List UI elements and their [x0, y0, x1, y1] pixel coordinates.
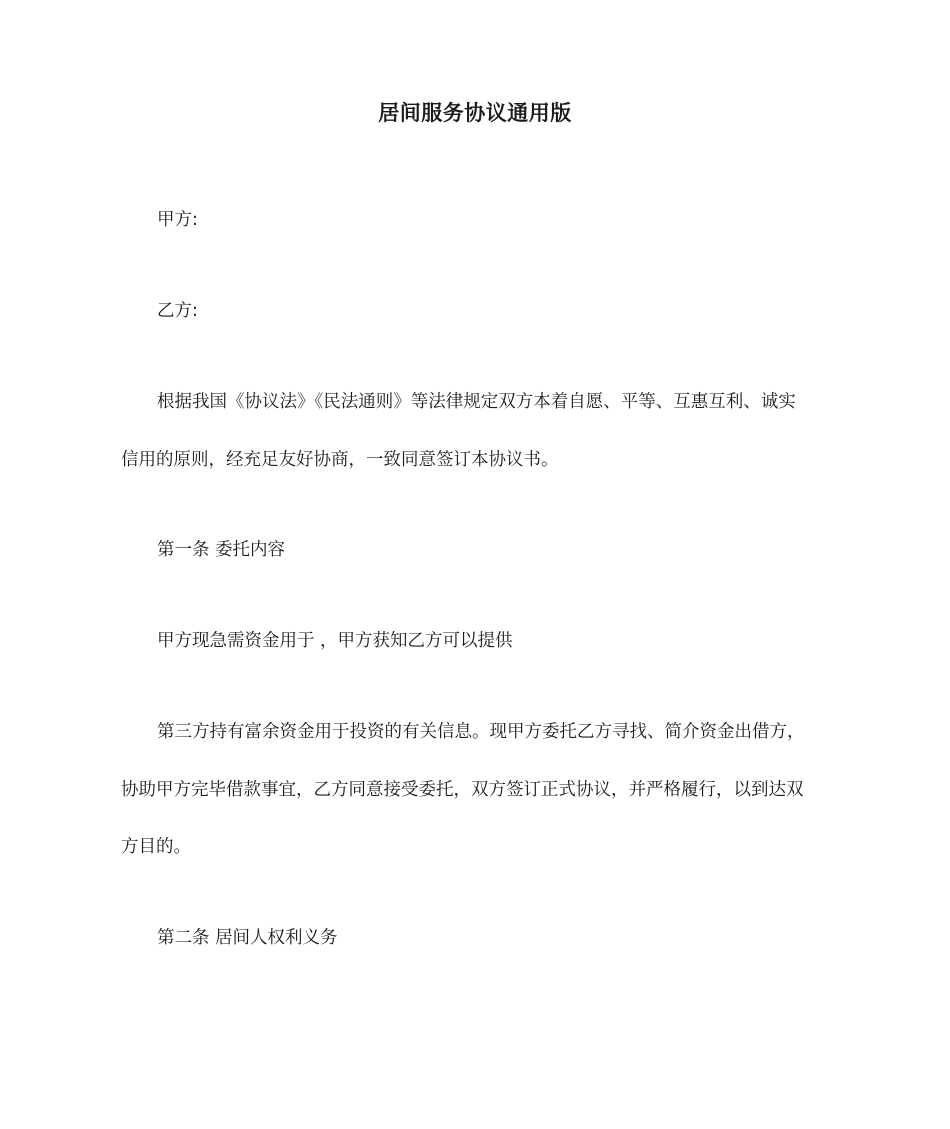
article-2-heading: 第二条 居间人权利义务 — [157, 928, 338, 948]
preamble-line-2: 信用的原则，经充足友好协商，一致同意签订本协议书。 — [121, 450, 559, 470]
article-1-paragraph-2-line-2: 协助甲方完毕借款事宜，乙方同意接受委托，双方签订正式协议，并严格履行，以到达双 — [121, 780, 804, 800]
party-a-label: 甲方: — [157, 210, 198, 230]
article-1-paragraph-2-line-1: 第三方持有富余资金用于投资的有关信息。现甲方委托乙方寻找、简介资金出借方， — [157, 722, 805, 742]
party-b-label: 乙方: — [157, 301, 198, 321]
article-1-heading: 第一条 委托内容 — [157, 540, 286, 560]
document-title: 居间服务协议通用版 — [378, 101, 572, 125]
article-1-paragraph-1: 甲方现急需资金用于 ，甲方获知乙方可以提供 — [157, 631, 513, 651]
article-1-paragraph-2-line-3: 方目的。 — [121, 837, 191, 857]
preamble-line-1: 根据我国《协议法》《民法通则》等法律规定双方本着自愿、平等、互惠互利、诚实 — [157, 392, 796, 412]
